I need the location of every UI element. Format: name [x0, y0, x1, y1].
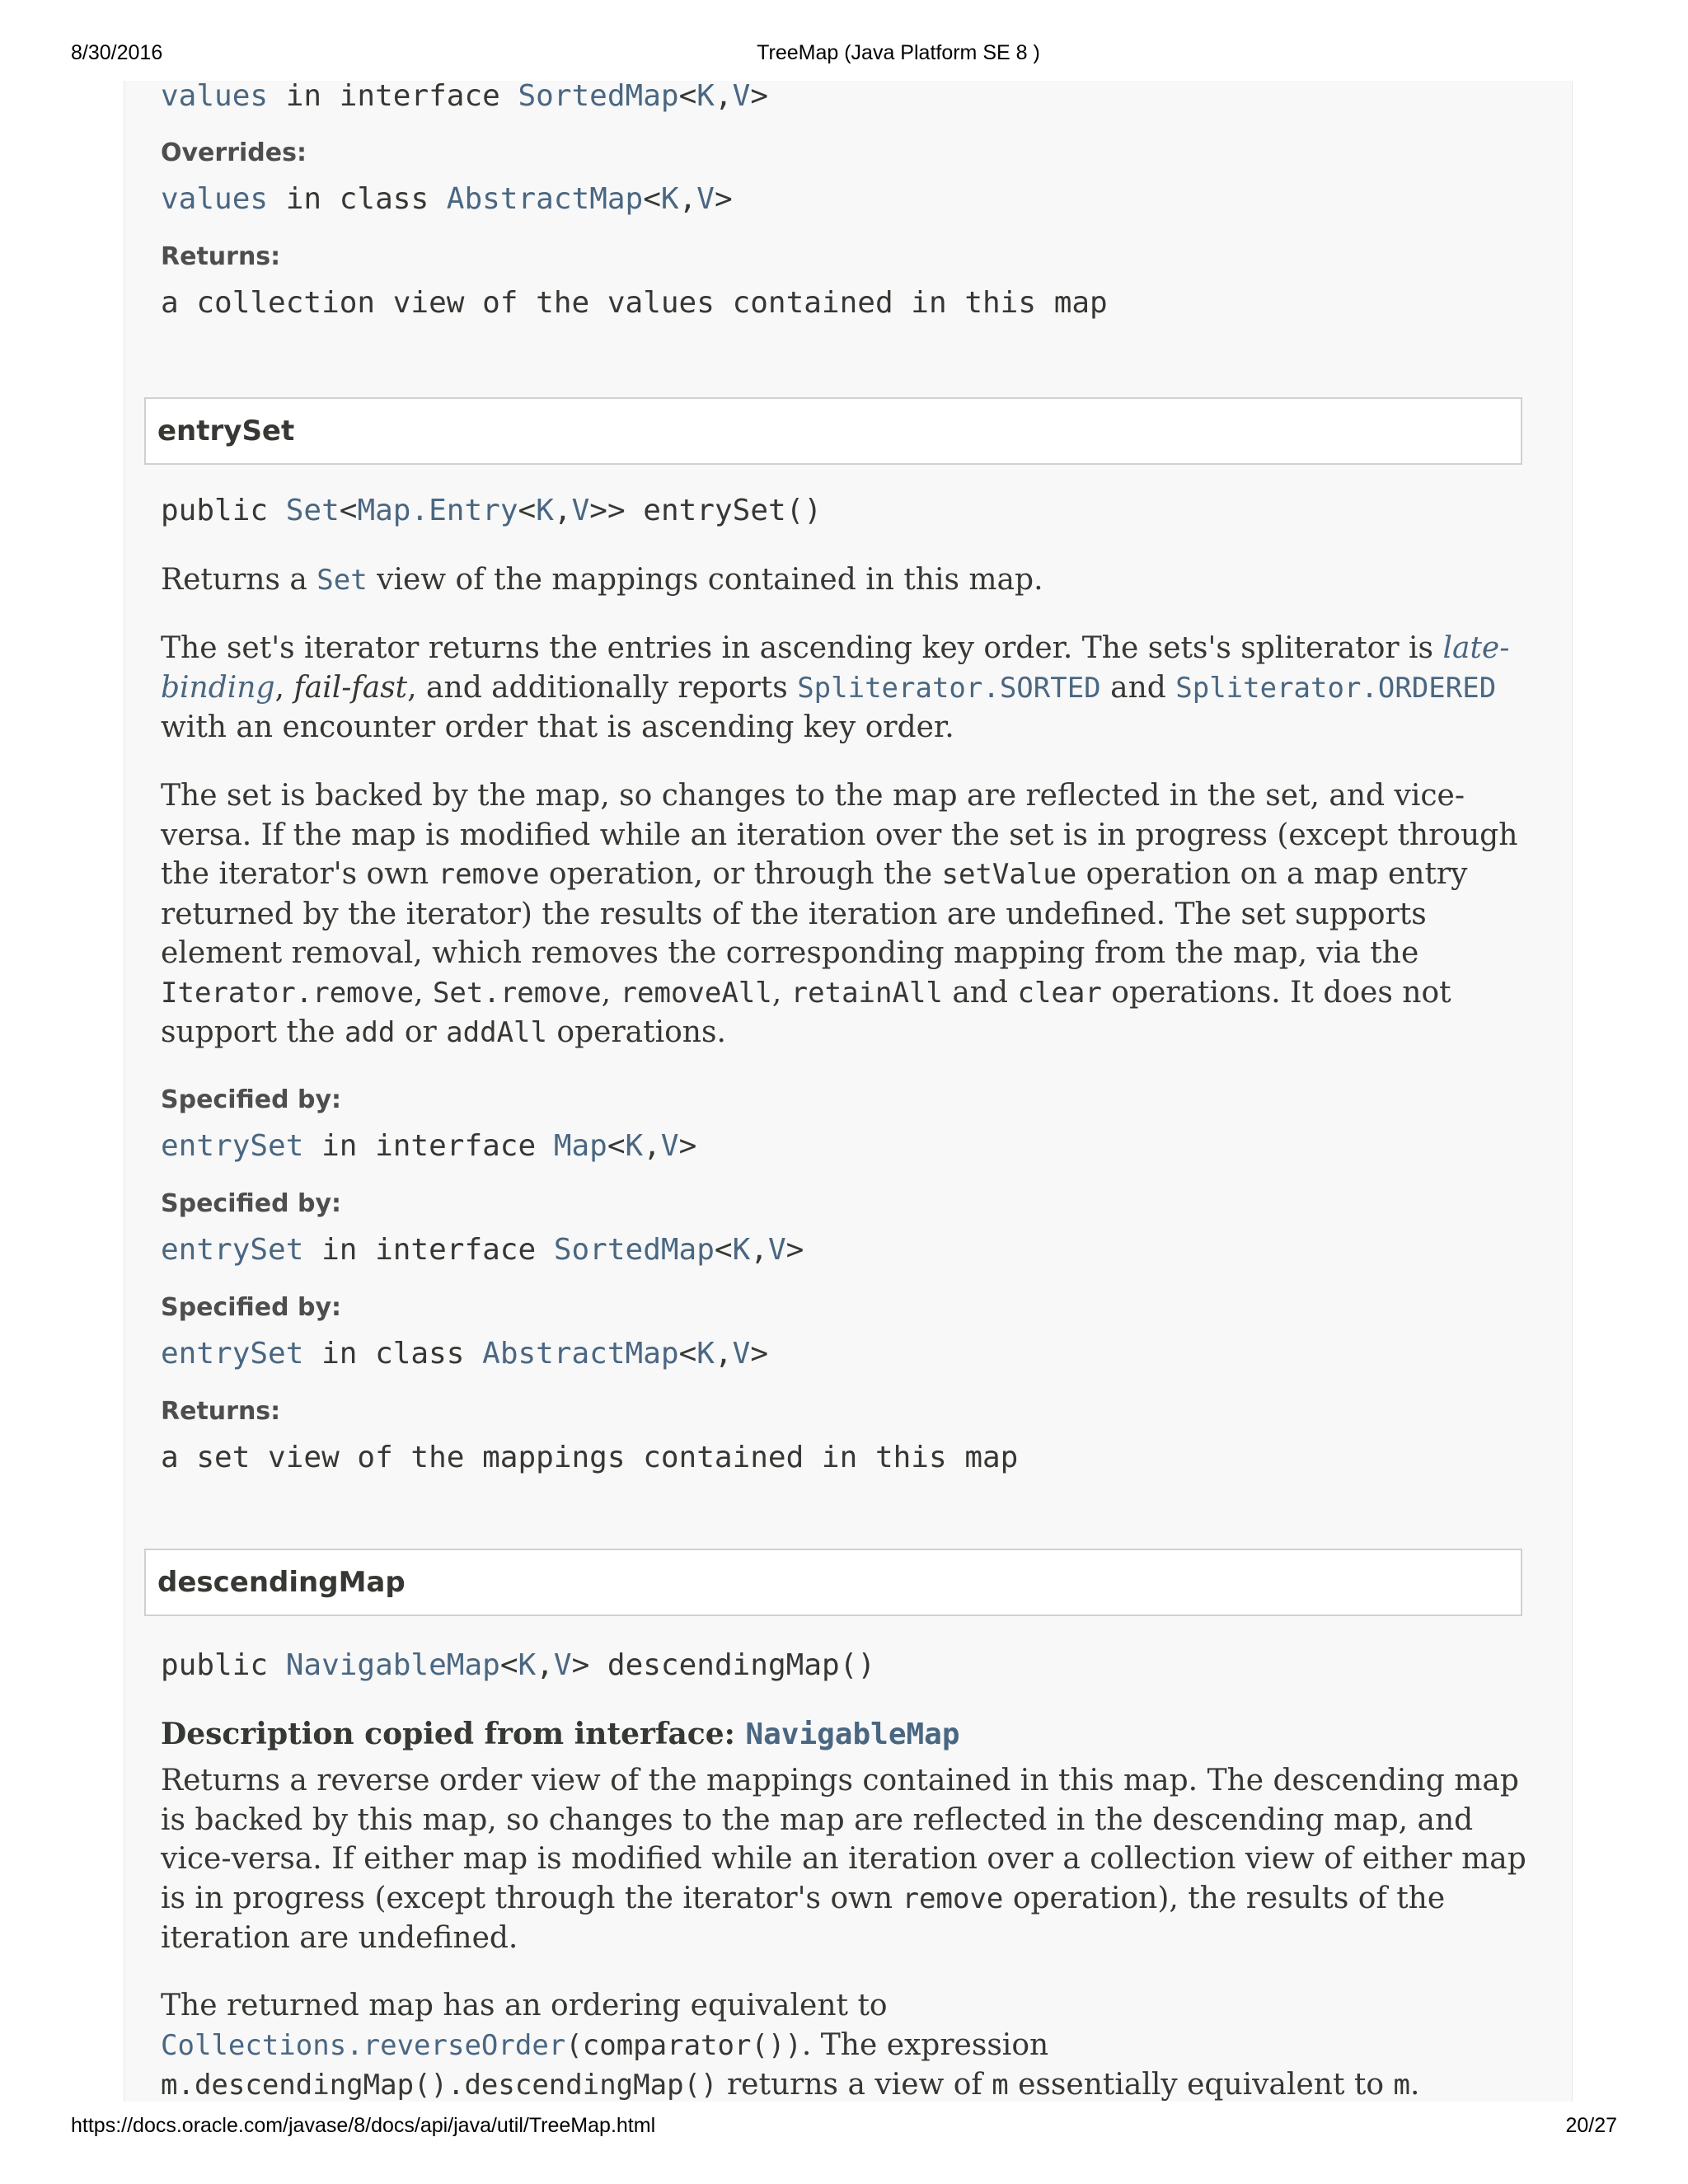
type-param-v[interactable]: V	[660, 1129, 679, 1163]
specified-by-abstractmap: entrySet in class AbstractMap<K,V>	[161, 1337, 768, 1371]
type-param-v[interactable]: V	[696, 182, 715, 216]
spliterator-sorted-link[interactable]: Spliterator.SORTED	[797, 671, 1101, 705]
values-method-link[interactable]: values	[161, 79, 269, 113]
entryset-returns-text: a set view of the mappings contained in this map	[161, 1441, 1019, 1474]
navigablemap-link[interactable]: NavigableMap	[285, 1648, 500, 1682]
print-title: TreeMap (Java Platform SE 8 )	[757, 41, 1040, 64]
print-url: https://docs.oracle.com/javase/8/docs/api/java/util/TreeMap.html	[71, 2114, 656, 2137]
entryset-signature: public Set<Map.Entry<K,V>> entrySet()	[161, 494, 823, 527]
abstractmap-link[interactable]: AbstractMap	[482, 1337, 679, 1371]
values-override-link[interactable]: values	[161, 182, 269, 216]
spliterator-ordered-link[interactable]: Spliterator.ORDERED	[1175, 671, 1497, 705]
returns-label: Returns:	[161, 1397, 281, 1426]
type-param-k[interactable]: K	[696, 79, 715, 113]
type-param-k[interactable]: K	[660, 182, 679, 216]
entryset-heading: entrySet	[144, 397, 1522, 465]
specified-by-label: Specified by:	[161, 1189, 342, 1218]
navigablemap-interface-link[interactable]: NavigableMap	[745, 1718, 960, 1751]
abstractmap-link[interactable]: AbstractMap	[446, 182, 644, 216]
type-param-k[interactable]: K	[625, 1129, 644, 1163]
sortedmap-link[interactable]: SortedMap	[553, 1233, 715, 1267]
description-copied-label: Description copied from interface: NavigableMap	[161, 1717, 960, 1751]
descendingmap-paragraph-2: The returned map has an ordering equivalent to Collections.reverseOrder(comparator()). The expression m.descendingMap().descendingMap() returns a view of m essentially equivalent to m.	[161, 1989, 1420, 2102]
type-param-k[interactable]: K	[518, 1648, 537, 1682]
type-param-k[interactable]: K	[732, 1233, 751, 1267]
print-date: 8/30/2016	[71, 41, 163, 64]
entryset-sortedmap-link[interactable]: entrySet	[161, 1233, 304, 1267]
values-overrides-line: values in class AbstractMap<K,V>	[161, 182, 733, 216]
overrides-label: Overrides:	[161, 138, 307, 167]
entryset-map-link[interactable]: entrySet	[161, 1129, 304, 1163]
entryset-iterator-paragraph: The set's iterator returns the entries in ascending key order. The sets's spliterator is late- binding, fail-fast, and additionally reports Spliterator.SORTED and Spliterator.ORDERED with an encounter order that is ascending key order.	[161, 631, 1510, 744]
entryset-summary: Returns a Set view of the mappings contained in this map.	[161, 563, 1043, 597]
returns-label: Returns:	[161, 242, 281, 271]
page-number: 20/27	[1565, 2114, 1617, 2137]
values-returns-text: a collection view of the values contained in this map	[161, 286, 1108, 320]
descendingmap-signature: public NavigableMap<K,V> descendingMap()	[161, 1648, 876, 1682]
specified-by-label: Specified by:	[161, 1085, 342, 1114]
reverseorder-link[interactable]: Collections.reverseOrder	[161, 2028, 566, 2062]
type-param-v[interactable]: V	[571, 494, 590, 527]
specified-by-label: Specified by:	[161, 1293, 342, 1322]
set-link[interactable]: Set	[316, 564, 368, 597]
type-param-v[interactable]: V	[553, 1648, 572, 1682]
type-param-v[interactable]: V	[767, 1233, 786, 1267]
entryset-abstractmap-link[interactable]: entrySet	[161, 1337, 304, 1371]
values-specified-by-line: values in interface SortedMap<K,V>	[161, 79, 768, 113]
sortedmap-link[interactable]: SortedMap	[518, 79, 679, 113]
type-param-v[interactable]: V	[732, 1337, 751, 1371]
descendingmap-paragraph-1: Returns a reverse order view of the mappings contained in this map. The descending map is backed by this map, so changes to the map are reflected in the descending map, and vice-versa. If either map is modified while an iteration over a collection view of either map is in progress (except through the iterator's own remove operation), the results of the iteration are undefined.	[161, 1764, 1526, 1955]
entryset-backing-paragraph: The set is backed by the map, so changes to the map are reflected in the set, and vice- versa. If the map is modified while an iteration over the set is in progress (except through the iterator's own remove operation, or through the setValue operation on a map entry returned by the iterator) the results of the iteration are undefined. The set supports element removal, which removes the corresponding mapping from the map, via the Iterator.remove, Set.remove, removeAll, retainAll and clear operations. It does not support the add or addAll operations.	[161, 779, 1518, 1049]
map-entry-link[interactable]: Map.Entry	[357, 494, 518, 527]
map-link[interactable]: Map	[553, 1129, 607, 1163]
specified-by-sortedmap: entrySet in interface SortedMap<K,V>	[161, 1233, 804, 1267]
late-binding-link[interactable]: late-	[1442, 631, 1510, 665]
late-binding-link-cont[interactable]: binding	[161, 670, 275, 705]
set-link[interactable]: Set	[285, 494, 340, 527]
type-param-k[interactable]: K	[696, 1337, 715, 1371]
descendingmap-heading: descendingMap	[144, 1549, 1522, 1616]
specified-by-map: entrySet in interface Map<K,V>	[161, 1129, 697, 1163]
type-param-k[interactable]: K	[536, 494, 554, 527]
type-param-v[interactable]: V	[732, 79, 751, 113]
